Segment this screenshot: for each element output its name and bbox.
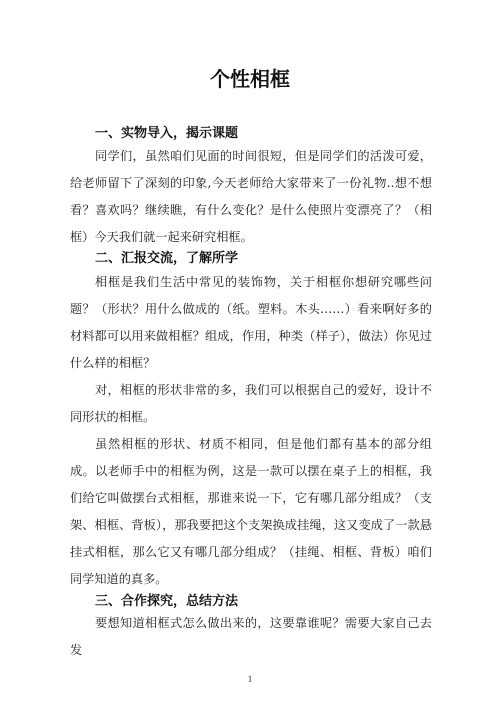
page-number: 1 [247, 674, 253, 684]
section-heading-1: 一、实物导入，揭示课题 [95, 126, 239, 141]
section-2-paragraph-3: 虽然相框的形状、材质不相同，但是他们都有基本的部分组成。以老师手中的相框为例，这是一款可以摆在桌子上的相框，我们给它叫做摆台式相框，那谁来说一下，它有哪几部分组成？（支架、相框、背板），那我要把这个支架换成挂绳，这又变成了一款悬挂式相框，那么它又有哪几部分组成？（挂绳、相框、背板）咱们同学知道的真多。 [70, 437, 432, 586]
section-1-paragraph-1: 同学们，虽然咱们见面的时间很短，但是同学们的活泼可爱，给老师留下了深刻的印象,今天老师给大家带来了一份礼物..想不想看？喜欢吗？继续瞧，有什么变化？是什么使照片变漂亮了？（相框）今天我们就一起来研究相框。 [70, 149, 432, 244]
section-heading-2: 二、汇报交流，了解所学 [95, 251, 239, 266]
document-title: 个性相框 [210, 67, 290, 91]
section-2-paragraph-2: 对，相框的形状非常的多，我们可以根据自己的爱好，设计不同形状的相框。 [70, 383, 432, 424]
section-3-paragraph-1: 要想知道相框式怎么做出来的，这要靠谁呢？需要大家自己去发 [70, 616, 432, 657]
section-2-paragraph-1: 相框是我们生活中常见的装饰物，关于相框你想研究哪些问题？（形状？用什么做成的（纸。塑料。木头……）看来啊好多的材料都可以用来做相框？组成，作用，种类（样子），做法）你见过什么样的相框？ [70, 275, 432, 370]
section-heading-3: 三、合作探究，总结方法 [95, 594, 239, 609]
